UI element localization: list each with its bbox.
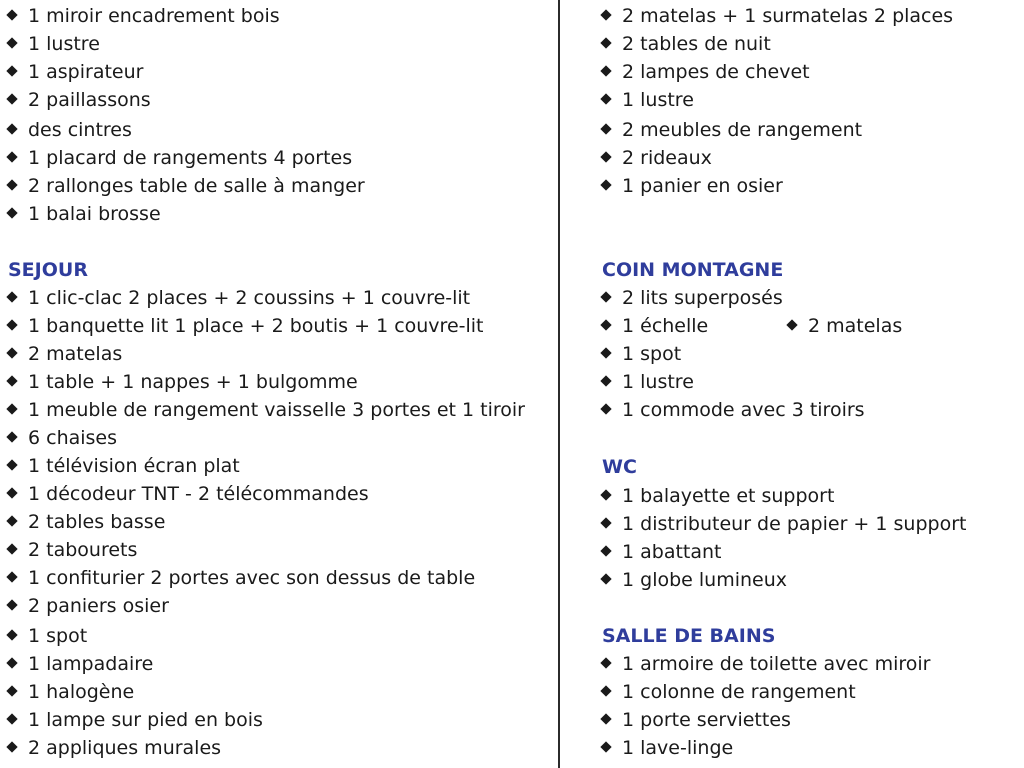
- list-item: 6 chaises: [8, 424, 117, 452]
- bullet-icon: [600, 489, 611, 500]
- bullet-icon: [6, 713, 17, 724]
- bullet-icon: [6, 319, 17, 330]
- bullet-icon: [6, 291, 17, 302]
- list-item: 1 armoire de toilette avec miroir: [602, 650, 930, 678]
- bullet-icon: [6, 741, 17, 752]
- bullet-icon: [786, 319, 797, 330]
- bullet-icon: [600, 151, 611, 162]
- list-item: 1 panier en osier: [602, 172, 783, 200]
- bullet-icon: [6, 599, 17, 610]
- list-item: 2 tables de nuit: [602, 30, 771, 58]
- bullet-icon: [600, 123, 611, 134]
- section-heading-wc: WC: [602, 456, 637, 478]
- section-heading-salle-de-bains: SALLE DE BAINS: [602, 625, 776, 647]
- list-item: 2 lampes de chevet: [602, 58, 810, 86]
- bullet-icon: [600, 319, 611, 330]
- list-item: 1 échelle: [602, 312, 708, 340]
- bullet-icon: [6, 179, 17, 190]
- bullet-icon: [600, 179, 611, 190]
- column-divider: [558, 0, 560, 768]
- bullet-icon: [6, 65, 17, 76]
- list-item: 1 banquette lit 1 place + 2 boutis + 1 couvre-lit: [8, 312, 484, 340]
- bullet-icon: [600, 657, 611, 668]
- bullet-icon: [600, 685, 611, 696]
- list-item: 2 appliques murales: [8, 734, 221, 762]
- bullet-icon: [6, 571, 17, 582]
- list-item: 2 matelas: [8, 340, 122, 368]
- list-item: 1 lave-linge: [602, 734, 733, 762]
- list-item: 1 balai brosse: [8, 200, 161, 228]
- list-item: 1 clic-clac 2 places + 2 coussins + 1 couvre-lit: [8, 284, 470, 312]
- list-item: 1 télévision écran plat: [8, 452, 240, 480]
- bullet-icon: [6, 657, 17, 668]
- bullet-icon: [6, 431, 17, 442]
- list-item: 1 meuble de rangement vaisselle 3 portes et 1 tiroir: [8, 396, 525, 424]
- bullet-icon: [6, 685, 17, 696]
- list-item: 1 distributeur de papier + 1 support: [602, 510, 966, 538]
- bullet-icon: [6, 93, 17, 104]
- list-item: 1 colonne de rangement: [602, 678, 856, 706]
- bullet-icon: [600, 375, 611, 386]
- bullet-icon: [600, 545, 611, 556]
- list-item: 1 globe lumineux: [602, 566, 787, 594]
- bullet-icon: [600, 37, 611, 48]
- list-item: 1 balayette et support: [602, 482, 834, 510]
- list-item: 1 lampadaire: [8, 650, 153, 678]
- list-item: 2 meubles de rangement: [602, 116, 862, 144]
- section-heading-sejour: SEJOUR: [8, 259, 88, 281]
- list-item: 2 tables basse: [8, 508, 165, 536]
- bullet-icon: [6, 123, 17, 134]
- list-item: 2 matelas: [788, 312, 902, 340]
- bullet-icon: [600, 517, 611, 528]
- list-item: 1 abattant: [602, 538, 722, 566]
- bullet-icon: [6, 629, 17, 640]
- bullet-icon: [600, 347, 611, 358]
- bullet-icon: [6, 347, 17, 358]
- bullet-icon: [600, 93, 611, 104]
- list-item: 2 lits superposés: [602, 284, 783, 312]
- list-item: 1 lampe sur pied en bois: [8, 706, 263, 734]
- list-item: 1 lustre: [8, 30, 100, 58]
- list-item: 2 rideaux: [602, 144, 712, 172]
- bullet-icon: [6, 487, 17, 498]
- list-item: 2 rallonges table de salle à manger: [8, 172, 365, 200]
- list-item: 1 miroir encadrement bois: [8, 2, 280, 30]
- list-item: 1 décodeur TNT - 2 télécommandes: [8, 480, 369, 508]
- list-item: 2 matelas + 1 surmatelas 2 places: [602, 2, 953, 30]
- list-item: 1 commode avec 3 tiroirs: [602, 396, 865, 424]
- list-item: 2 paniers osier: [8, 592, 169, 620]
- bullet-icon: [600, 713, 611, 724]
- section-heading-coin-montagne: COIN MONTAGNE: [602, 259, 784, 281]
- bullet-icon: [6, 459, 17, 470]
- bullet-icon: [600, 65, 611, 76]
- bullet-icon: [6, 543, 17, 554]
- list-item: des cintres: [8, 116, 132, 144]
- bullet-icon: [600, 741, 611, 752]
- list-item: 1 spot: [8, 622, 87, 650]
- bullet-icon: [600, 573, 611, 584]
- list-item: 1 spot: [602, 340, 681, 368]
- list-item: 1 placard de rangements 4 portes: [8, 144, 352, 172]
- bullet-icon: [6, 515, 17, 526]
- list-item: 1 aspirateur: [8, 58, 143, 86]
- bullet-icon: [600, 403, 611, 414]
- bullet-icon: [6, 375, 17, 386]
- list-item: 1 porte serviettes: [602, 706, 791, 734]
- list-item: 1 halogène: [8, 678, 134, 706]
- list-item: 2 tabourets: [8, 536, 137, 564]
- bullet-icon: [6, 37, 17, 48]
- list-item: 1 table + 1 nappes + 1 bulgomme: [8, 368, 358, 396]
- bullet-icon: [600, 291, 611, 302]
- bullet-icon: [600, 9, 611, 20]
- bullet-icon: [6, 207, 17, 218]
- list-item: 1 lustre: [602, 368, 694, 396]
- bullet-icon: [6, 403, 17, 414]
- list-item: 1 confiturier 2 portes avec son dessus de table: [8, 564, 475, 592]
- bullet-icon: [6, 151, 17, 162]
- list-item: 1 lustre: [602, 86, 694, 114]
- list-item: 2 paillassons: [8, 86, 151, 114]
- bullet-icon: [6, 9, 17, 20]
